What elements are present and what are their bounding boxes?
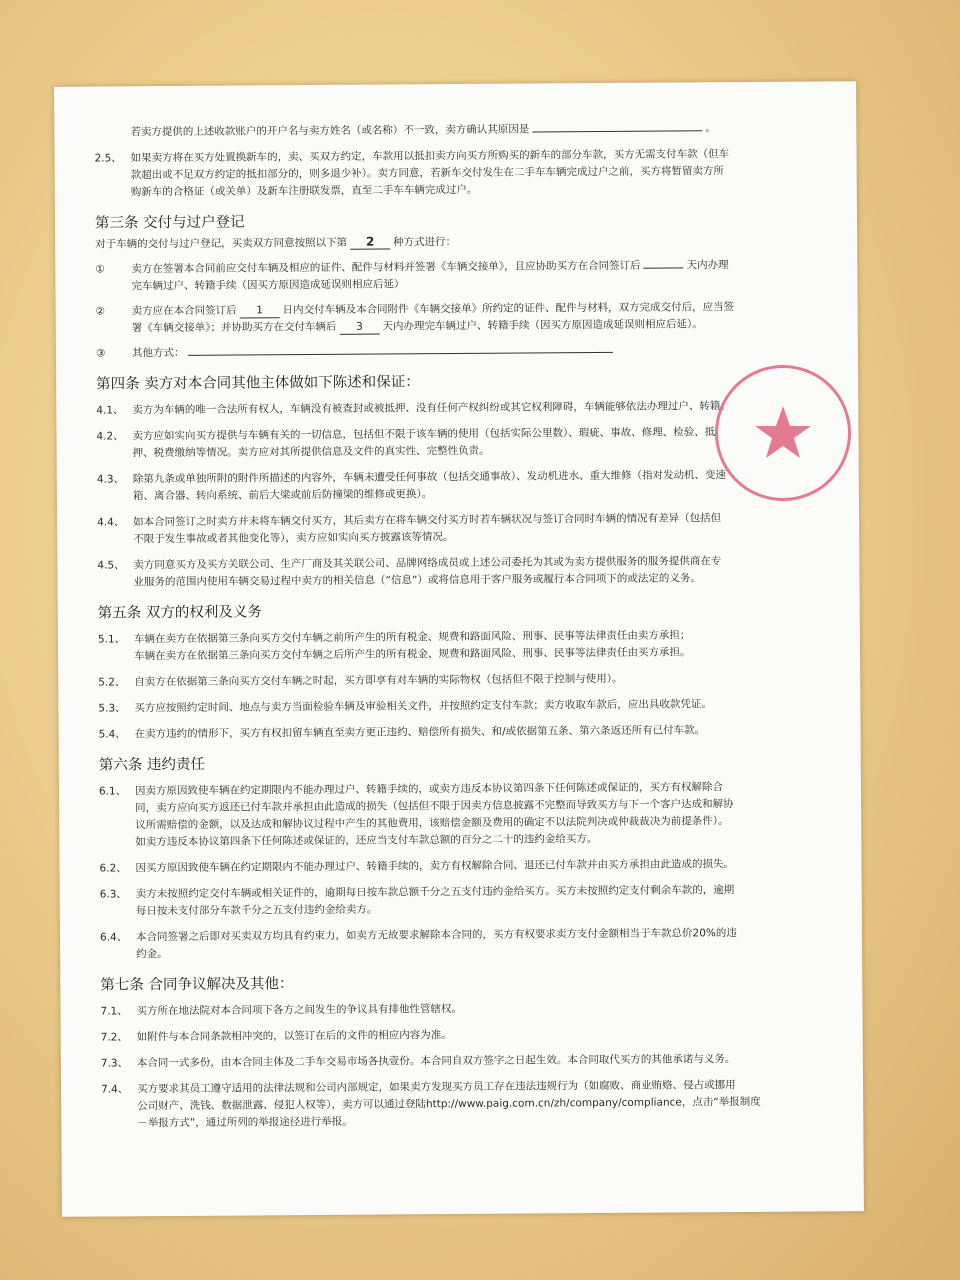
section-6-title: 第六条 违约责任 (98, 756, 205, 774)
section-3-title: 第三条 交付与过户登记 (94, 214, 245, 232)
delivery-option-1: ① 卖方在签署本合同前应交付车辆及相应的证件、配件与材料并签署《车辆交接单》，且应协助买方在合同签订后 天内办理 完车辆过户、转籍手续（因买方原因造成延误则相应后延） (95, 259, 729, 293)
delivery-option-3: ③ 其他方式： (96, 340, 826, 362)
section-3-intro: 对于车辆的交付与过户登记，买卖双方同意按照以下第 2 种方式进行： (95, 234, 457, 251)
clause-6-1: 6.1、 因卖方原因致使车辆在约定期限内不能办理过户、转籍手续的，或卖方违反本协议第四条下任何陈述或保证的，买方有权解除合 同，卖方应向买方返还已付车款并承担由此造成的损失（包括但不限于因卖方信息披露不完整而导致买方与下一个客户达成和解协 议所需赔偿的金额，以及达成和解协议过程中产生的其他费用，该赔偿金额及费用的确定不以法院判决或仲裁裁决为前提条件）。 如卖方违反本协议第四条下任何陈述或保证的，还应当支付车款总额的百分之二十的违约金给买方。 (98, 781, 734, 849)
clause-4-4: 4.4、 如本合同签订之时卖方并未将车辆交付买方，其后卖方在将车辆交付买方时若车辆状况与签订合同时车辆的情况有差异（包括但 不限于发生事故或者其他变化等），卖方应如实向买方披露该等情况。 (97, 512, 722, 546)
option-2-transfer-days: 3 (339, 320, 379, 335)
clause-6-4: 6.4、 本合同签署之后即对买卖双方均具有约束力，如卖方无故要求解除本合同的，买方有权要求卖方支付金额相当于车款总价20%的违 约金。 (99, 927, 737, 961)
clause-4-1: 4.1、 卖方为车辆的唯一合法所有权人，车辆没有被查封或被抵押、没有任何产权纠纷或其它权利障碍，车辆能够依法办理过户、转籍。 (96, 400, 731, 417)
section-5-title: 第五条 双方的权利及义务 (97, 604, 262, 622)
clause-5-3: 5.3、 买方应按照约定时间、地点与卖方当面检验车辆及审验相关文件，并按照约定支付车款；卖方收取车款后，应出具收款凭证。 (98, 698, 712, 715)
reason-blank (532, 130, 702, 132)
clause-5-1: 5.1、 车辆在卖方在依据第三条向买方交付车辆之前所产生的所有税金、规费和路面风险、刑事、民事等法律责任由卖方承担； 车辆在卖方在依据第三条向买方交付车辆之后所产生的所有税金、规费和路面风险、刑事、民事等法律责任由买方承担。 (97, 629, 691, 663)
clause-5-4: 5.4、 在卖方违约的情形下，买方有权扣留车辆直至卖方更正违约、赔偿所有损失、和/或依据第五条、第六条返还所有已付车款。 (98, 724, 706, 741)
clause-7-2: 7.2、 如附件与本合同条款相冲突的，以签订在后的文件的相应内容为准。 (100, 1029, 452, 1044)
document-page (54, 81, 864, 1217)
clause-5-2: 5.2、 自卖方在依据第三条向买方交付车辆之时起，买方即享有对车辆的实际物权（包括但不限于控制与使用）。 (98, 672, 623, 689)
clause-6-2: 6.2、 因买方原因致使车辆在约定期限内不能办理过户、转籍手续的，卖方有权解除合同、退还已付车款并由买方承担由此造成的损失。 (99, 858, 735, 875)
clause-4-2: 4.2、 卖方应如实向买方提供与车辆有关的一切信息，包括但不限于该车辆的使用（包括实际公里数）、瑕疵、事故、修理、检验、抵 押、税费缴纳等情况。卖方应对其所提供信息及文件的真实性、完整性负责。 (96, 426, 716, 460)
other-method-blank (187, 352, 612, 356)
clause-4-5: 4.5、 卖方同意买方及买方关联公司、生产厂商及其关联公司、品牌网络成员或上述公司委托为其或为卖方提供服务的服务提供商在专 业服务的范围内使用车辆交易过程中卖方的相关信息（“信息”）或将信息用于客户服务或履行本合同项下的或法定的义务。 (97, 555, 722, 589)
clause-4-3: 4.3、 除第九条或单独所附的附件所描述的内容外，车辆未遭受任何事故（包括交通事故）、发动机进水、重大维修（指对发动机、变速 箱、离合器、转向系统、前后大梁或前后防撞梁的维修或更换）。 (96, 469, 727, 503)
clause-7-3: 7.3、 本合同一式多份，由本合同主体及二手车交易市场各执壹份。本合同自双方签字之日起生效。本合同取代买方的其他承诺与义务。 (100, 1053, 736, 1070)
delivery-option-2: ② 卖方应在本合同签订后 1 日内交付车辆及本合同附件《车辆交接单》所约定的证件、配件与材料，双方完成交付后，应当签 署《车辆交接单》；并协助买方在交付车辆后 3 天内办理完车辆过户、转籍手续（因买方原因造成延误则相应后延）。 (95, 301, 735, 335)
clause-2-5: 2.5、 如果卖方将在买方处置换新车的，卖、买双方约定，车款用以抵扣卖方向买方所购买的新车的部分车款，买方无需支付车款（但车 款超出或不足双方约定的抵扣部分的，则多退少补）。卖方同意，若新车交付发生在二手车车辆完成过户之前，买方将暂留卖方所 购新车的合格证（或关单）及新车注册联发票，直至二手车车辆完成过户。 (94, 148, 730, 199)
section-4-title: 第四条 卖方对本合同其他主体做如下陈述和保证： (96, 374, 420, 393)
option-1-days-blank (644, 267, 684, 268)
document-content (94, 119, 831, 1132)
seal-star-icon (718, 368, 848, 498)
clause-6-3: 6.3、 卖方未按照约定交付车辆或相关证件的，逾期每日按车款总额千分之五支付违约金给买方。买方未按照约定支付剩余车款的，逾期 每日按未支付部分车款千分之五支付违约金给卖方。 (99, 884, 735, 918)
delivery-method-value: 2 (350, 234, 390, 249)
company-seal (715, 365, 851, 501)
payee-name-clause: 若卖方提供的上述收款账户的开户名与卖方姓名（或名称）不一致，卖方确认其原因是 。 (130, 122, 716, 139)
section-7-title: 第七条 合同争议解决及其他： (100, 976, 294, 994)
clause-7-4: 7.4、 买方要求其员工遵守适用的法律法规和公司内部规定，如果卖方发现买方员工存在违法违规行为（如腐败、商业贿赂、侵占或挪用 公司财产、洗钱、数据泄露、侵犯人权等），卖方可以通过登陆http://www.paig.com.cn/zh/company/compliance，点击“举报制度 －举报方式”，通过所列的举报途径进行举报。 (101, 1079, 761, 1130)
clause-7-1: 7.1、 买方所在地法院对本合同项下各方之间发生的争议具有排他性管辖权。 (100, 1002, 463, 1018)
option-2-delivery-days: 1 (240, 303, 280, 318)
